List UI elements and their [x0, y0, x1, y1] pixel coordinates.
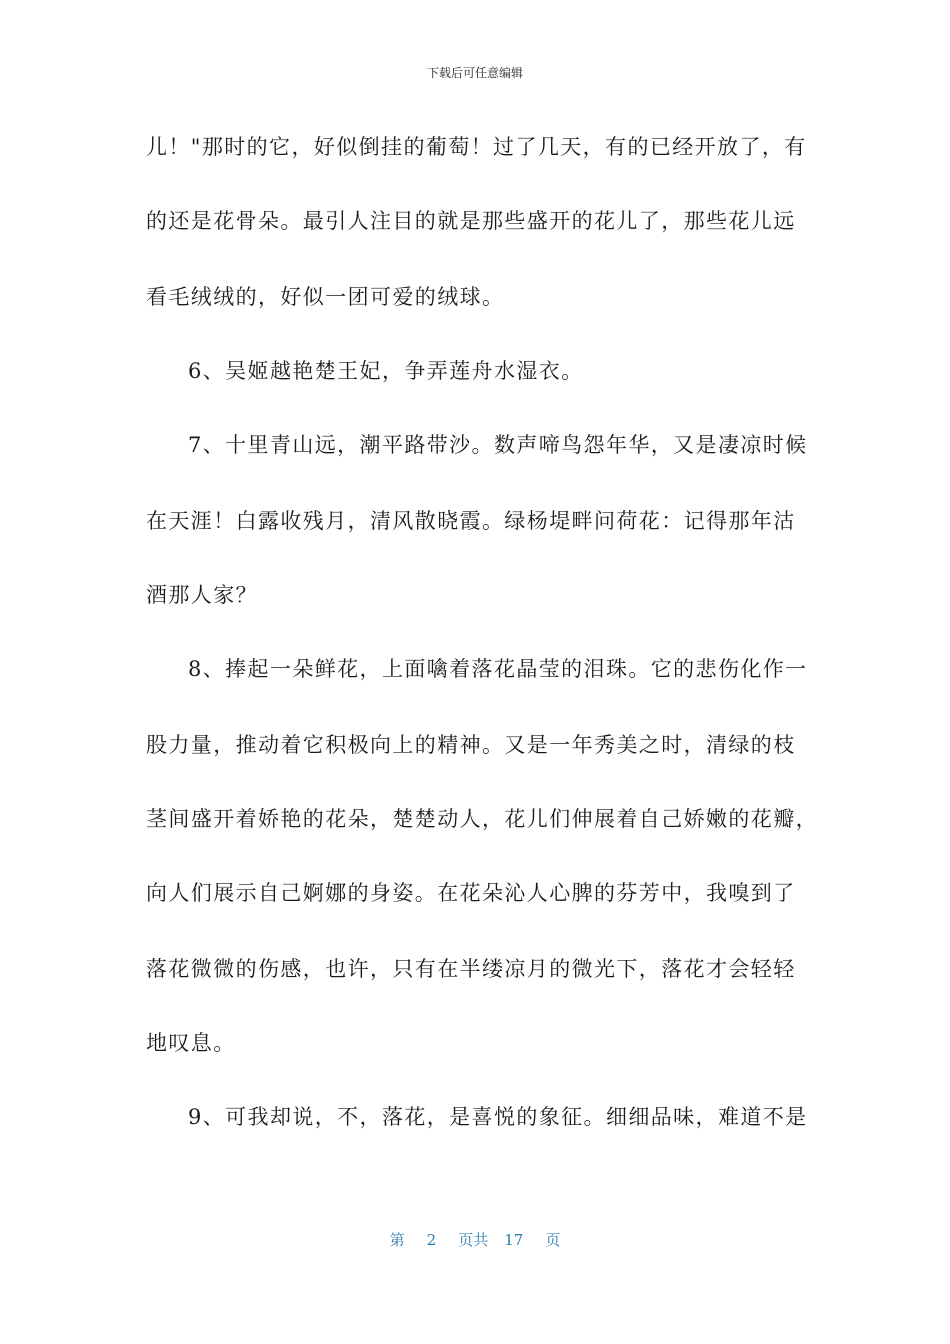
paragraph-line: 7、十里青山远，潮平路带沙。数声啼鸟怨年华，又是凄凉时候	[188, 433, 808, 457]
paragraph-line: 股力量，推动着它积极向上的精神。又是一年秀美之时，清绿的枝	[146, 733, 796, 757]
footer-page-prefix: 第	[389, 1231, 405, 1249]
paragraph-line: 8、捧起一朵鲜花，上面噙着落花晶莹的泪珠。它的悲伤化作一	[188, 657, 808, 681]
paragraph-line: 向人们展示自己婀娜的身姿。在花朵沁人心脾的芬芳中，我嗅到了	[146, 881, 796, 905]
footer-page-suffix: 页	[545, 1231, 561, 1249]
footer-page-mid: 页共	[458, 1231, 489, 1249]
header-note: 下载后可任意编辑	[426, 66, 523, 80]
paragraph-line: 茎间盛开着娇艳的花朵，楚楚动人，花儿们伸展着自己娇嫩的花瓣，	[146, 807, 818, 831]
paragraph-line: 酒那人家？	[146, 583, 258, 607]
paragraph-line: 儿！"那时的它，好似倒挂的葡萄！过了几天，有的已经开放了，有	[146, 135, 807, 159]
paragraph-line: 的还是花骨朵。最引人注目的就是那些盛开的花儿了，那些花儿远	[146, 209, 796, 233]
footer-total-pages: 17	[504, 1231, 524, 1249]
page-footer	[0, 1229, 950, 1250]
footer-page-number: 2	[426, 1231, 437, 1249]
paragraph-line: 在天涯！白露收残月，清风散晓霞。绿杨堤畔问荷花：记得那年沽	[146, 509, 796, 533]
paragraph-line: 地叹息。	[146, 1031, 236, 1055]
paragraph-line: 6、吴姬越艳楚王妃，争弄莲舟水湿衣。	[188, 359, 584, 383]
paragraph-line: 9、可我却说，不，落花，是喜悦的象征。细细品味，难道不是	[188, 1105, 808, 1129]
paragraph-line: 落花微微的伤感，也许，只有在半缕凉月的微光下，落花才会轻轻	[146, 957, 796, 981]
paragraph-line: 看毛绒绒的，好似一团可爱的绒球。	[146, 285, 505, 309]
